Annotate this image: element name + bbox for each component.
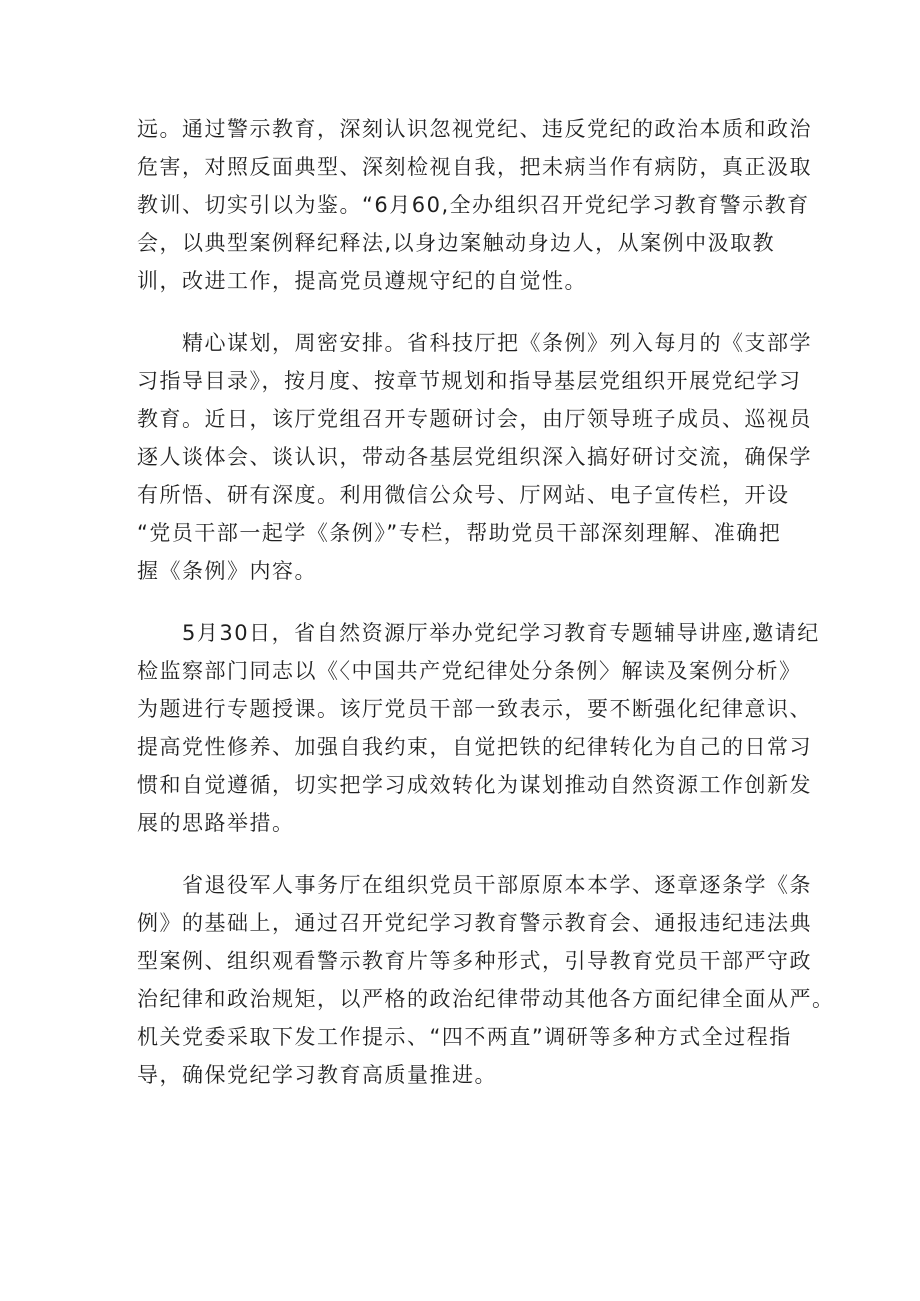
text-line: 型案例、组织观看警示教育片等多种形式，引导教育党员干部严守政: [137, 949, 812, 973]
text-line: 导，确保党纪学习教育高质量推进。: [137, 1063, 497, 1087]
paragraph-2: [137, 324, 812, 590]
paragraph-3: [137, 614, 820, 842]
text-line: 展的思路举措。: [137, 811, 295, 835]
text-line: 为题进行专题授课。该厅党员干部一致表示，要不断强化纪律意识、: [137, 697, 812, 721]
text-line: 惯和自觉遵循，切实把学习成效转化为谋划推动自然资源工作创新发: [137, 773, 812, 797]
text-line: 远。通过警示教育，深刻认识忽视党纪、违反党纪的政治本质和政治: [137, 117, 812, 141]
text-line: 5月30日，省自然资源厅举办党纪学习教育专题辅导讲座,邀请纪: [137, 621, 820, 645]
text-line: 机关党委采取下发工作提示、“四不两直”调研等多种方式全过程指: [137, 1025, 792, 1049]
text-line: 省退役军人事务厅在组织党员干部原原本本学、逐章逐条学《条: [137, 873, 812, 897]
text-line: 握《条例》内容。: [137, 559, 317, 583]
paragraph-4: [137, 866, 835, 1094]
text-line: 教训、切实引以为鉴。“6月60,全办组织召开党纪学习教育警示教育: [137, 193, 810, 217]
paragraph-1: [137, 110, 812, 300]
text-line: “党员干部一起学《条例》”专栏，帮助党员干部深刻理解、准确把: [137, 521, 782, 545]
text-line: 危害，对照反面典型、深刻检视自我，把未病当作有病防，真正汲取: [137, 155, 812, 179]
paragraph-spacer: [137, 842, 797, 866]
text-line: 治纪律和政治规矩，以严格的政治纪律带动其他各方面纪律全面从严。: [137, 987, 835, 1011]
document-body: [137, 110, 835, 1094]
text-line: 提高党性修养、加强自我约束，自觉把铁的纪律转化为自己的日常习: [137, 735, 812, 759]
text-line: 教育。近日，该厅党组召开专题研讨会，由厅领导班子成员、巡视员: [137, 407, 812, 431]
text-line: 例》的基础上，通过召开党纪学习教育警示教育会、通报违纪违法典: [137, 911, 812, 935]
text-line: 训，改进工作，提高党员遵规守纪的自觉性。: [137, 269, 587, 293]
text-line: 逐人谈体会、谈认识，带动各基层党组织深入搞好研讨交流，确保学: [137, 445, 812, 469]
text-line: 精心谋划，周密安排。省科技厅把《条例》列入每月的《支部学: [137, 331, 812, 355]
text-line: 有所悟、研有深度。利用微信公众号、厅网站、电子宣传栏，开设: [137, 483, 790, 507]
paragraph-spacer: [137, 300, 797, 324]
text-line: 检监察部门同志以《〈中国共产党纪律处分条例〉解读及案例分析》: [137, 659, 802, 683]
text-line: 习指导目录》，按月度、按章节规划和指导基层党组织开展党纪学习: [137, 369, 802, 393]
paragraph-spacer: [137, 590, 797, 614]
text-line: 会，以典型案例释纪释法,以身边案触动身边人，从案例中汲取教: [137, 231, 776, 255]
